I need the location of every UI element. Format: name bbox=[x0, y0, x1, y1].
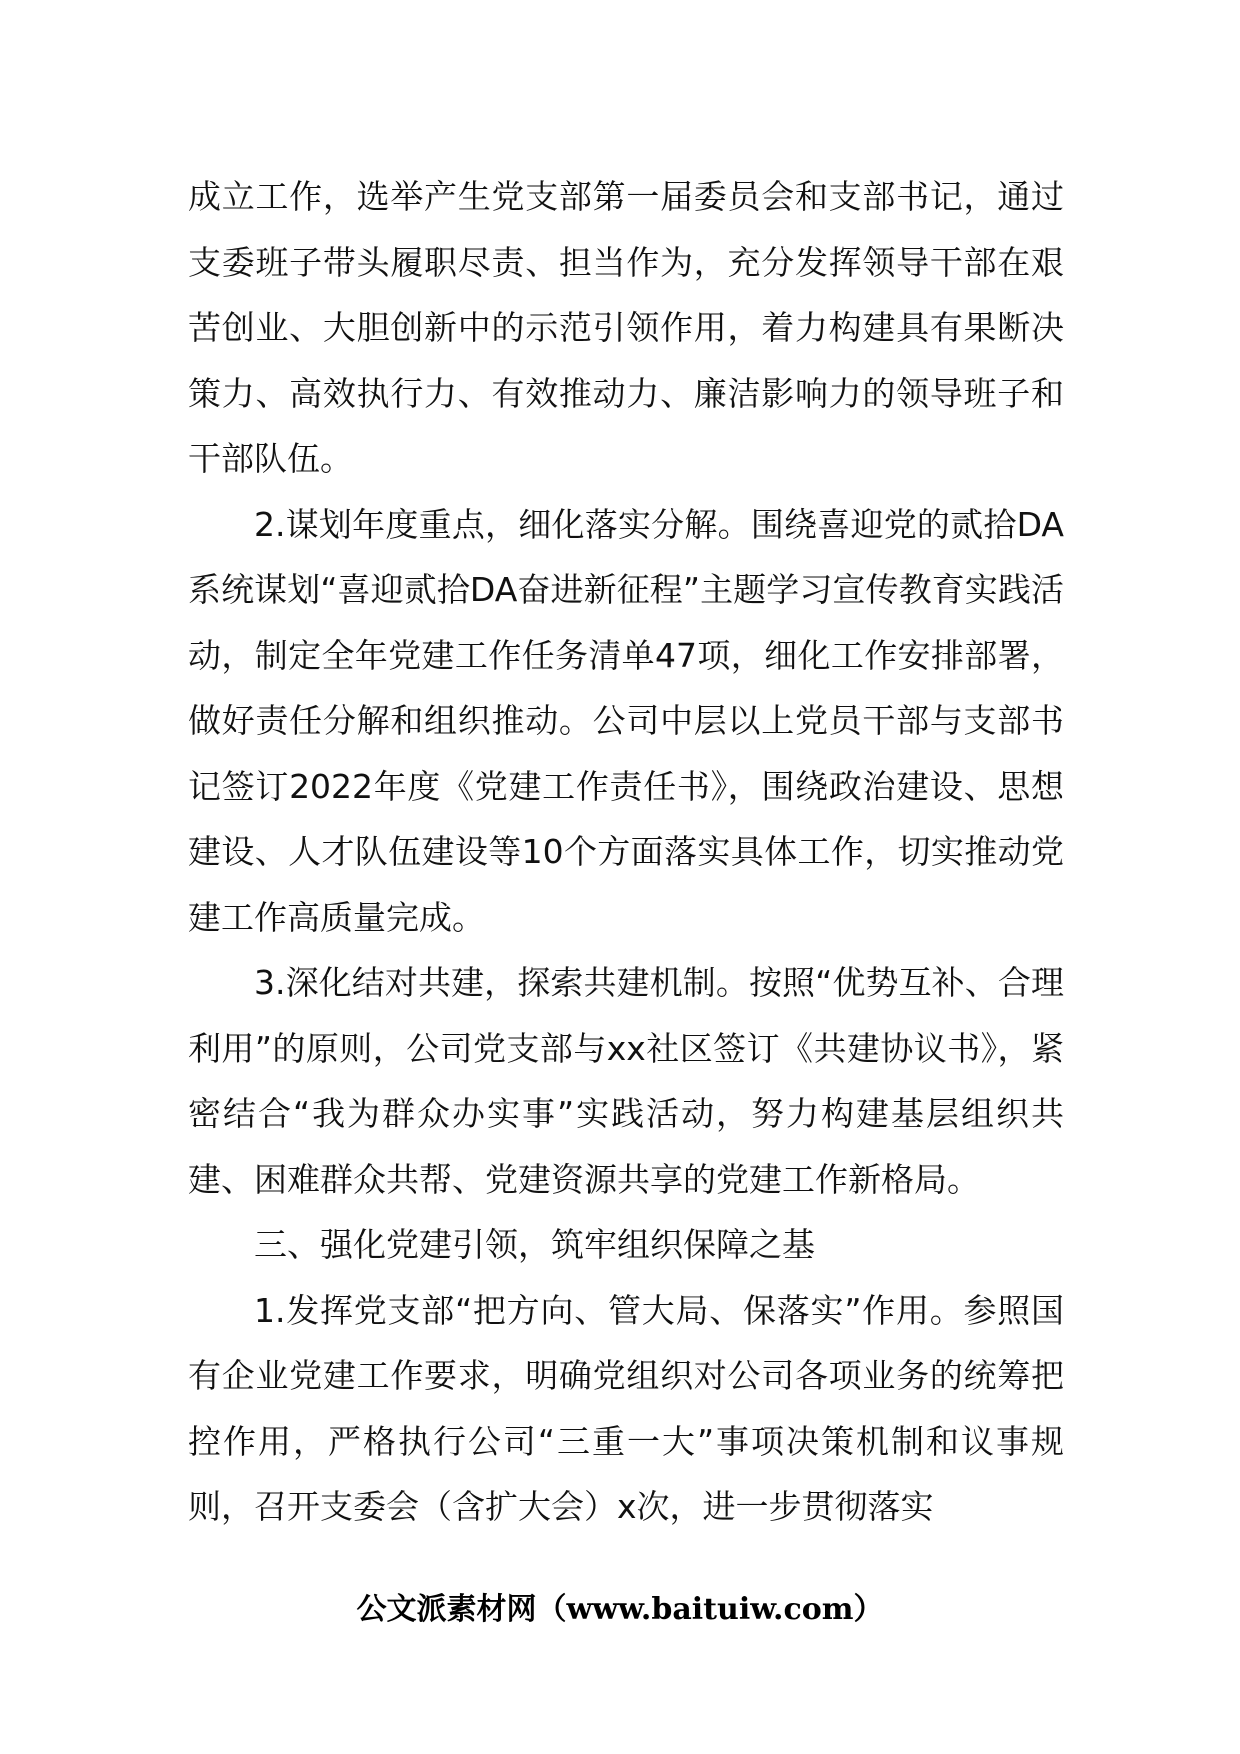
section-heading-3: 三、强化党建引领，筑牢组织保障之基 bbox=[254, 1225, 815, 1264]
footer-watermark: 公文派素材网（www.baituiw.com） bbox=[356, 1592, 884, 1627]
paragraph-continuation: 成立工作，选举产生党支部第一届委员会和支部书记，通过支委班子带头履职尽责、担当作为，充分发挥领导干部在艰苦创业、大胆创新中的示范引领作用，着力构建具有果断决策力、高效执行力、有效推动力、廉洁影响力的领导班子和干部队伍。 bbox=[188, 177, 1064, 478]
document-body bbox=[188, 164, 1064, 1540]
paragraph-item-1: 1.发挥党支部“把方向、管大局、保落实”作用。参照国有企业党建工作要求，明确党组织对公司各项业务的统筹把控作用，严格执行公司“三重一大”事项决策机制和议事规则，召开支委会（含扩大会）x次，进一步贯彻落实 bbox=[188, 1290, 1064, 1526]
paragraph-item-2: 2.谋划年度重点，细化落实分解。围绕喜迎党的贰拾DA系统谋划“喜迎贰拾DA奋进新征程”主题学习宣传教育实践活动，制定全年党建工作任务清单47项，细化工作安排部署，做好责任分解和组织推动。公司中层以上党员干部与支部书记签订2022年度《党建工作责任书》，围绕政治建设、思想建设、人才队伍建设等10个方面落实具体工作，切实推动党建工作高质量完成。 bbox=[188, 504, 1064, 937]
paragraph-item-3: 3.深化结对共建，探索共建机制。按照“优势互补、合理利用”的原则，公司党支部与xx社区签订《共建协议书》，紧密结合“我为群众办实事”实践活动，努力构建基层组织共建、困难群众共帮、党建资源共享的党建工作新格局。 bbox=[188, 963, 1064, 1199]
